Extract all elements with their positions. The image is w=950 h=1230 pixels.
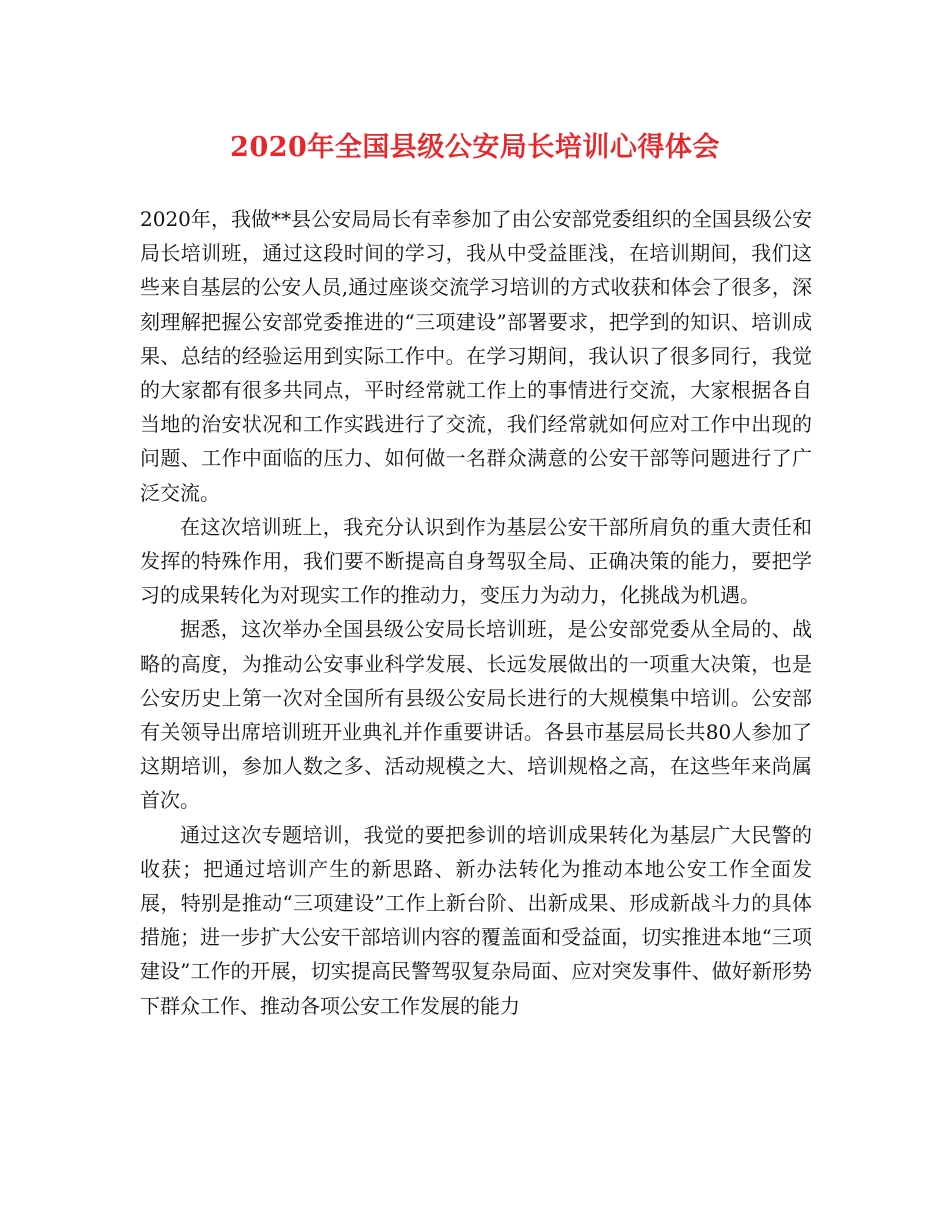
paragraph-4: 通过这次专题培训，我觉的要把参训的培训成果转化为基层广大民警的收获；把通过培训产生的新思路、新办法转化为推动本地公安工作全面发展，特别是推动“三项建设”工作上新台阶、出新成果、形成新战斗力的具体措施；进一步扩大公安干部培训内容的覆盖面和受益面，切实推进本地“三项建设”工作的开展，切实提高民警驾驭复杂局面、应对突发事件、做好新形势下群众工作、推动各项公安工作发展的能力 (140, 822, 812, 1018)
paragraph-1: 2020年，我做**县公安局局长有幸参加了由公安部党委组织的全国县级公安局长培训班，通过这段时间的学习，我从中受益匪浅，在培训期间，我们这些来自基层的公安人员,通过座谈交流学习培训的方式收获和体会了很多，深刻理解把握公安部党委推进的“三项建设”部署要求，把学到的知识、培训成果、总结的经验运用到实际工作中。在学习期间，我认识了很多同行，我觉的大家都有很多共同点，平时经常就工作上的事情进行交流，大家根据各自当地的治安状况和工作实践进行了交流，我们经常就如何应对工作中出现的问题、工作中面临的压力、如何做一名群众满意的公安干部等问题进行了广泛交流。 (140, 207, 812, 505)
paragraph-3: 据悉，这次举办全国县级公安局长培训班，是公安部党委从全局的、战略的高度，为推动公安事业科学发展、长远发展做出的一项重大决策，也是公安历史上第一次对全国所有县级公安局长进行的大规模集中培训。公安部有关领导出席培训班开业典礼并作重要讲话。各县市基层局长共80人参加了这期培训，参加人数之多、活动规模之大、培训规格之高，在这些年来尚属首次。 (140, 617, 812, 813)
paragraph-2: 在这次培训班上，我充分认识到作为基层公安干部所肩负的重大责任和发挥的特殊作用，我们要不断提高自身驾驭全局、正确决策的能力，要把学习的成果转化为对现实工作的推动力，变压力为动力，化挑战为机遇。 (140, 514, 812, 608)
document-title: 2020年全国县级公安局长培训心得体会 (230, 132, 720, 163)
document-body (140, 202, 812, 1023)
